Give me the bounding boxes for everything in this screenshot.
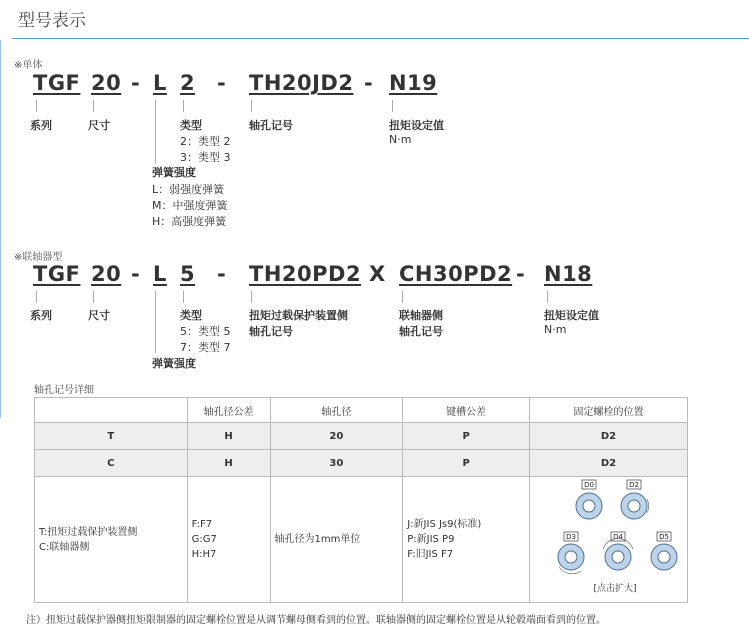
table-header: 键槽公差 xyxy=(403,398,530,423)
table-cell: 20 xyxy=(270,423,403,450)
code-dash: - xyxy=(217,71,227,95)
torque-unit: N·m xyxy=(544,323,567,336)
table-cell: 30 xyxy=(270,450,403,477)
desc-keyway xyxy=(403,477,530,603)
diagram-label: D3 xyxy=(566,533,577,541)
bolt-diagram-d5 xyxy=(651,532,677,570)
label-torque: 扭矩设定值 xyxy=(544,309,599,322)
label-series: 系列 xyxy=(30,309,52,322)
connector-line xyxy=(402,291,403,303)
table-cell: D2 xyxy=(529,423,687,450)
footnote: 注）扭矩过载保护器侧扭矩限制器的固定螺栓位置是从调节螺母侧看到的位置。联轴器侧的固定螺栓位置是从轮毂端面看到的位置。 xyxy=(26,615,606,626)
table-header: 轴孔径 xyxy=(270,398,403,423)
code-type: 2 xyxy=(180,71,196,95)
bolt-position-diagram[interactable] xyxy=(529,477,687,603)
table-cell: H xyxy=(187,423,270,450)
label-type: 类型 xyxy=(180,119,202,132)
connector-line xyxy=(155,291,156,353)
bolt-diagram-d3 xyxy=(558,532,584,574)
type-option: 5：类型 5 xyxy=(180,325,231,338)
type-option: 2：类型 2 xyxy=(180,135,231,148)
code-dash: - xyxy=(364,71,374,95)
left-accent-line xyxy=(0,40,1,418)
table-header: 轴孔径公差 xyxy=(187,398,270,423)
diagram-caption[interactable]: [点击扩大] xyxy=(593,584,637,594)
coupling-heading: ※联轴器型 xyxy=(14,252,63,263)
bolt-diagram-d0 xyxy=(576,480,602,519)
table-cell: T xyxy=(35,423,188,450)
label-size: 尺寸 xyxy=(88,309,110,322)
label-shaft: 轴孔记号 xyxy=(249,325,293,338)
desc-line: H:H7 xyxy=(191,549,217,560)
connector-line xyxy=(251,291,252,303)
code-dash: - xyxy=(131,262,141,286)
connector-line xyxy=(36,100,37,112)
table-title: 轴孔记号详细 xyxy=(34,385,94,396)
label-series: 系列 xyxy=(30,119,52,132)
table-header: 固定螺栓的位置 xyxy=(529,398,687,423)
label-spring: 弹簧强度 xyxy=(152,357,196,370)
table-row xyxy=(35,423,688,450)
shaft-code-table xyxy=(34,397,688,603)
bolt-diagram-d4 xyxy=(603,532,633,570)
code-shaft1: TH20PD2 xyxy=(249,262,362,286)
connector-line xyxy=(36,291,37,303)
connector-line xyxy=(93,291,94,303)
label-torque: 扭矩设定值 xyxy=(389,119,444,132)
connector-line xyxy=(183,291,184,303)
table-desc-row xyxy=(35,477,688,603)
code-size: 20 xyxy=(91,71,122,95)
table-cell: D2 xyxy=(529,450,687,477)
table-header xyxy=(35,398,188,423)
page-title: 型号表示 xyxy=(18,11,86,31)
table-cell: H xyxy=(187,450,270,477)
label-size: 尺寸 xyxy=(88,119,110,132)
desc-line: F:旧JIS F7 xyxy=(407,549,454,560)
bolt-diagram-svg[interactable] xyxy=(533,477,683,599)
connector-line xyxy=(392,100,393,112)
code-shaft2: CH30PD2 xyxy=(399,262,513,286)
connector-line xyxy=(93,100,94,112)
diagram-label: D2 xyxy=(629,481,640,489)
spring-option: M：中强度弹簧 xyxy=(152,199,228,212)
label-spring: 弹簧强度 xyxy=(152,166,196,179)
diagram-label: D5 xyxy=(659,533,670,541)
table-header-row xyxy=(35,398,688,423)
torque-unit: N·m xyxy=(389,133,412,146)
table-cell: P xyxy=(403,423,530,450)
title-divider xyxy=(12,38,749,39)
code-dash: - xyxy=(217,262,227,286)
desc-tolerance xyxy=(187,477,270,603)
code-series: TGF xyxy=(33,71,81,95)
desc-diameter: 轴孔径为1mm单位 xyxy=(270,477,403,603)
desc-line: C:联轴器侧 xyxy=(39,541,90,553)
label-shaft: 轴孔记号 xyxy=(399,325,443,338)
label-shaft: 轴孔记号 xyxy=(249,119,293,132)
connector-line xyxy=(251,100,252,112)
code-size: 20 xyxy=(91,262,122,286)
diagram-label: D0 xyxy=(584,481,595,489)
bolt-diagram-d2 xyxy=(621,480,649,519)
label-protect-side: 扭矩过载保护装置侧 xyxy=(249,309,348,322)
table-cell: C xyxy=(35,450,188,477)
diagram-label: D4 xyxy=(613,533,624,541)
code-spring: L xyxy=(153,71,167,95)
desc-line: P:新JIS P9 xyxy=(407,534,455,545)
table-cell: P xyxy=(403,450,530,477)
desc-line: F:F7 xyxy=(191,519,213,530)
spring-option: H：高强度弹簧 xyxy=(152,215,227,228)
connector-line xyxy=(155,100,156,164)
code-torque: N18 xyxy=(544,262,593,286)
spring-option: L：弱强度弹簧 xyxy=(152,183,225,196)
code-x: X xyxy=(369,262,386,286)
code-dash: - xyxy=(131,71,141,95)
desc-line: G:G7 xyxy=(191,534,217,545)
code-dash: - xyxy=(516,262,526,286)
desc-side xyxy=(35,477,188,603)
code-series: TGF xyxy=(33,262,81,286)
type-option: 3：类型 3 xyxy=(180,151,231,164)
code-spring: L xyxy=(153,262,167,286)
code-shaft: TH20JD2 xyxy=(249,71,354,95)
desc-line: J:新JIS Js9(标准) xyxy=(407,519,482,530)
table-row xyxy=(35,450,688,477)
label-coupling-side: 联轴器侧 xyxy=(399,309,443,322)
desc-line: T:扭矩过载保护装置侧 xyxy=(39,526,138,538)
code-type: 5 xyxy=(180,262,196,286)
code-torque: N19 xyxy=(389,71,438,95)
type-option: 7：类型 7 xyxy=(180,341,231,354)
label-type: 类型 xyxy=(180,309,202,322)
connector-line xyxy=(547,291,548,303)
connector-line xyxy=(183,100,184,112)
single-heading: ※单体 xyxy=(14,60,43,71)
